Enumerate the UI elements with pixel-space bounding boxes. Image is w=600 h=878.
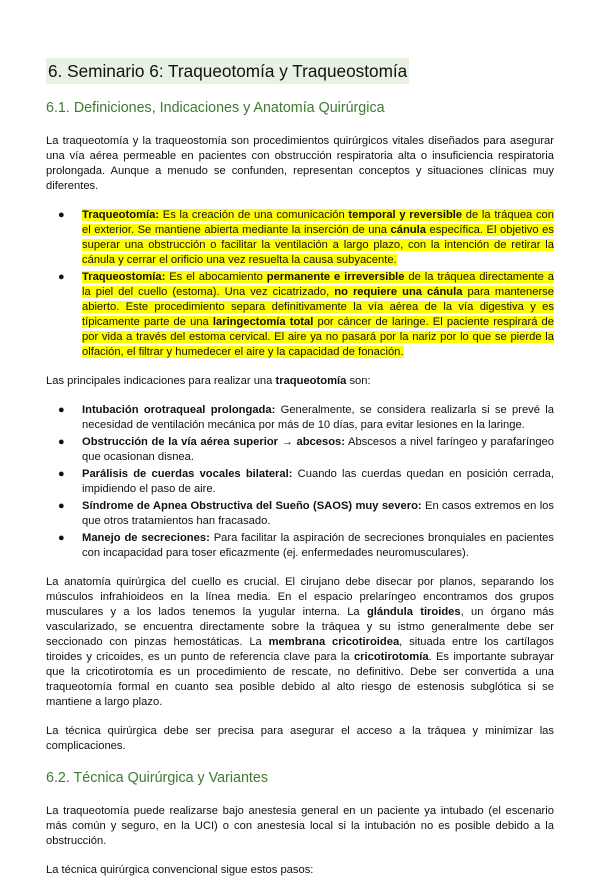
bullet-icon: ● bbox=[58, 436, 65, 448]
bullet-icon: ● bbox=[58, 500, 65, 512]
indications-lead: Las principales indicaciones para realizar una traqueotomía son: bbox=[46, 375, 371, 387]
chapter-heading: 6. Seminario 6: Traqueotomía y Traqueostomía bbox=[46, 58, 409, 84]
bullet-icon: ● bbox=[58, 532, 65, 544]
indications-list bbox=[46, 403, 554, 561]
bullet-icon: ● bbox=[58, 468, 65, 480]
list-item: ● Obstrucción de la vía aérea superior → abcesos: Abscesos a nivel faríngeo y parafaríngeo que ocasionan disnea. bbox=[58, 436, 555, 463]
section-1-heading: 6.1. Definiciones, Indicaciones y Anatomía Quirúrgica bbox=[46, 100, 385, 116]
highlighted-text: Traqueotomía: Es la creación de una comunicación temporal y reversible de la tráquea con el exterior. Se mantiene abierta mediante la inserción de una cánula específica. El objetivo es superar una obstrucción o facilitar la ventilación a largo plazo, con la intención de retirar la cánula y cerrar el orificio una vez resuelta la causa subyacente. bbox=[82, 209, 554, 266]
steps-lead-paragraph: La técnica quirúrgica convencional sigue estos pasos: bbox=[46, 864, 314, 876]
section-2-heading: 6.2. Técnica Quirúrgica y Variantes bbox=[46, 770, 268, 786]
definitions-list bbox=[46, 208, 554, 360]
bullet-icon: ● bbox=[58, 209, 65, 221]
intro-paragraph: La traqueotomía y la traqueostomía son procedimientos quirúrgicos vitales diseñados para asegurar una vía aérea permeable en pacientes con obstrucción respiratoria alta o insuficiencia respiratoria prolongada. Aunque a menudo se confunden, representan conceptos y situaciones clínicas muy diferentes. bbox=[46, 135, 554, 192]
anatomy-paragraph: La anatomía quirúrgica del cuello es crucial. El cirujano debe disecar por planos, separando los músculos infrahioideos en la línea media. En el espacio prelaríngeo encontramos dos grupos musculares y a los lados tenemos la yugular interna. La glándula tiroides, un órgano más vascularizado, se encuentra directamente sobre la tráquea y su istmo generalmente debe ser seccionado con pinzas hemostáticas. La membrana cricotiroidea, situada entre los cartílagos tiroides y cricoides, es un punto de referencia clave para la cricotirotomía. Es importante subrayar que la cricotirotomía es un procedimiento de rescate, no definitivo. Debe ser convertida a una traqueotomía formal en cuanto sea posible debido al alto riesgo de estenosis subglótica si se mantiene a largo plazo. bbox=[46, 576, 555, 708]
list-item: ● Intubación orotraqueal prolongada: Generalmente, se considera realizarla si se prevé la necesidad de ventilación mecánica por más de 10 días, para evitar lesiones en la laringe. bbox=[58, 404, 554, 431]
highlighted-text: Traqueostomía: Es el abocamiento permanente e irreversible de la tráquea directamente a la piel del cuello (estoma). Una vez cicatrizado, no requiere una cánula para mantenerse abierto. Este procedimiento separa definitivamente la vía aérea de la vía digestiva y es típicamente parte de una laringectomía total por cáncer de laringe. El paciente respirará de por vida a través del estoma cervical. El aire ya no pasará por la nariz por lo que se pierde la olfación, el filtrar y humedecer el aire y la capacidad de fonación. bbox=[82, 271, 555, 358]
technique-paragraph: La traqueotomía puede realizarse bajo anestesia general en un paciente ya intubado (el escenario más común y seguro, en la UCI) o con anestesia local si la intubación no es posible debido a la obstrucción. bbox=[46, 805, 554, 847]
bullet-icon: ● bbox=[58, 271, 65, 283]
definition-traqueostomia bbox=[46, 270, 554, 360]
list-item: ● Manejo de secreciones: Para facilitar la aspiración de secreciones bronquiales en pacientes con incapacidad para toser eficazmente (ej. enfermedades neuromusculares). bbox=[58, 532, 554, 559]
definition-traqueotomia bbox=[46, 208, 554, 268]
bullet-icon: ● bbox=[58, 404, 65, 416]
closing-paragraph: La técnica quirúrgica debe ser precisa para asegurar el acceso a la tráquea y minimizar las complicaciones. bbox=[46, 725, 554, 752]
list-item: ● Parálisis de cuerdas vocales bilateral: Cuando las cuerdas quedan en posición cerrada, impidiendo el paso de aire. bbox=[58, 468, 554, 495]
list-item: ● Síndrome de Apnea Obstructiva del Sueño (SAOS) muy severo: En casos extremos en los que otros tratamientos han fracasado. bbox=[58, 500, 555, 527]
